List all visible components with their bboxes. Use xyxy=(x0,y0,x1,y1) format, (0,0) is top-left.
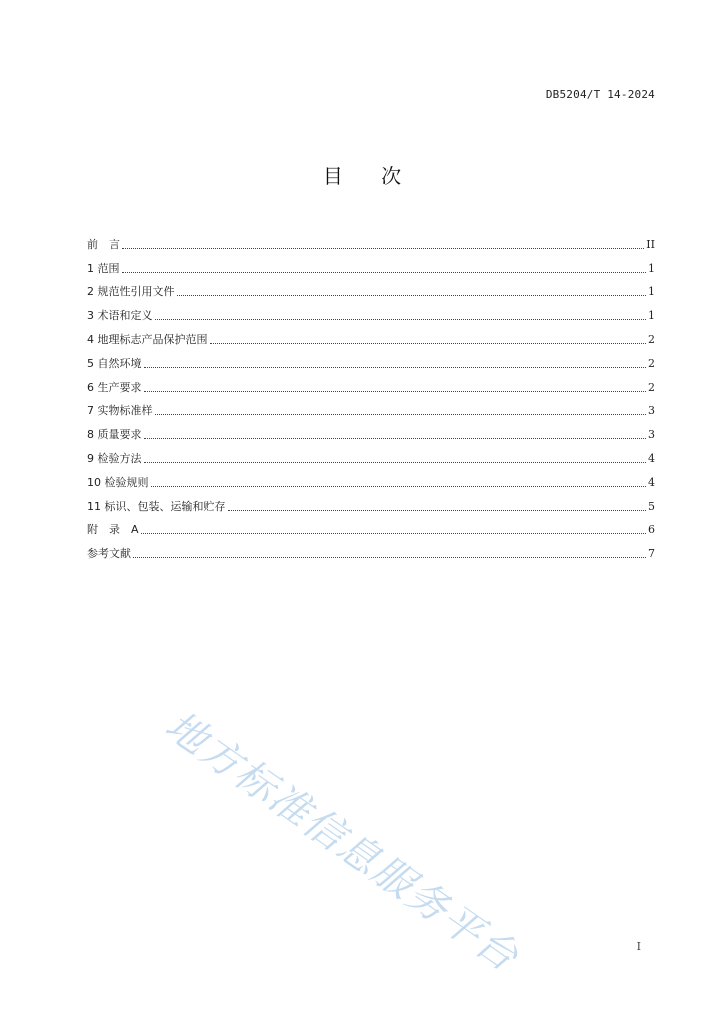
toc-leader-dots xyxy=(122,247,644,249)
toc-entry-physical-standard-sample[interactable] xyxy=(87,395,655,419)
toc-entry-page: 6 xyxy=(648,523,655,537)
watermark: 地方标准信息服务平台 xyxy=(156,702,528,982)
toc-entry-page: 4 xyxy=(648,451,655,465)
toc-entry-page: 5 xyxy=(648,499,655,513)
toc-entry-label: 1 范围 xyxy=(87,261,120,275)
toc-leader-dots xyxy=(141,532,646,534)
toc-leader-dots xyxy=(122,271,647,273)
toc-entry-page: 1 xyxy=(648,285,655,299)
toc-leader-dots xyxy=(177,294,647,296)
toc-entry-label: 参考文献 xyxy=(87,547,131,561)
toc-entry-protection-scope[interactable] xyxy=(87,323,655,347)
toc-leader-dots xyxy=(144,366,647,368)
toc-leader-dots xyxy=(144,461,647,463)
toc-entry-foreword[interactable] xyxy=(87,228,655,252)
toc-entry-appendix-a[interactable] xyxy=(87,514,655,538)
toc-entry-quality-requirements[interactable] xyxy=(87,418,655,442)
page-number: I xyxy=(636,940,641,953)
toc-entry-marking-packaging[interactable] xyxy=(87,490,655,514)
toc-entry-page: 3 xyxy=(648,404,655,418)
toc-entry-page: 7 xyxy=(648,547,655,561)
toc-leader-dots xyxy=(228,509,647,511)
toc-entry-normative-references[interactable] xyxy=(87,276,655,300)
toc-entry-inspection-rules[interactable] xyxy=(87,466,655,490)
toc-entry-page: 2 xyxy=(648,332,655,346)
toc-entry-terms[interactable] xyxy=(87,299,655,323)
toc-entry-label: 11 标识、包装、运输和贮存 xyxy=(87,499,226,513)
standard-code: DB5204/T 14-2024 xyxy=(545,88,655,101)
toc-entry-label: 7 实物标准样 xyxy=(87,404,153,418)
toc-leader-dots xyxy=(144,437,647,439)
toc-leader-dots xyxy=(210,342,647,344)
toc-entry-label: 前 言 xyxy=(87,237,120,251)
toc-entry-page: II xyxy=(646,237,655,251)
toc-leader-dots xyxy=(144,390,647,392)
toc-entry-natural-environment[interactable] xyxy=(87,347,655,371)
toc-leader-dots xyxy=(133,556,646,558)
toc-leader-dots xyxy=(155,413,647,415)
toc-entry-label: 8 质量要求 xyxy=(87,428,142,442)
toc-leader-dots xyxy=(151,485,647,487)
toc-entry-page: 2 xyxy=(648,380,655,394)
toc-entry-label: 10 检验规则 xyxy=(87,475,149,489)
toc-entry-page: 3 xyxy=(648,428,655,442)
toc-entry-production-requirements[interactable] xyxy=(87,371,655,395)
toc-entry-label: 2 规范性引用文件 xyxy=(87,285,175,299)
toc-entry-scope[interactable] xyxy=(87,252,655,276)
toc-entry-label: 6 生产要求 xyxy=(87,380,142,394)
toc-entry-label: 4 地理标志产品保护范围 xyxy=(87,332,208,346)
toc-entry-label: 5 自然环境 xyxy=(87,356,142,370)
toc-entry-page: 1 xyxy=(648,261,655,275)
table-of-contents xyxy=(87,228,655,561)
toc-entry-page: 4 xyxy=(648,475,655,489)
toc-entry-label: 3 术语和定义 xyxy=(87,309,153,323)
toc-leader-dots xyxy=(155,318,647,320)
toc-entry-label: 9 检验方法 xyxy=(87,451,142,465)
toc-entry-bibliography[interactable] xyxy=(87,537,655,561)
toc-entry-page: 2 xyxy=(648,356,655,370)
toc-entry-page: 1 xyxy=(648,309,655,323)
toc-entry-test-methods[interactable] xyxy=(87,442,655,466)
toc-title: 目 次 xyxy=(322,164,418,188)
toc-entry-label: 附 录 A xyxy=(87,523,139,537)
